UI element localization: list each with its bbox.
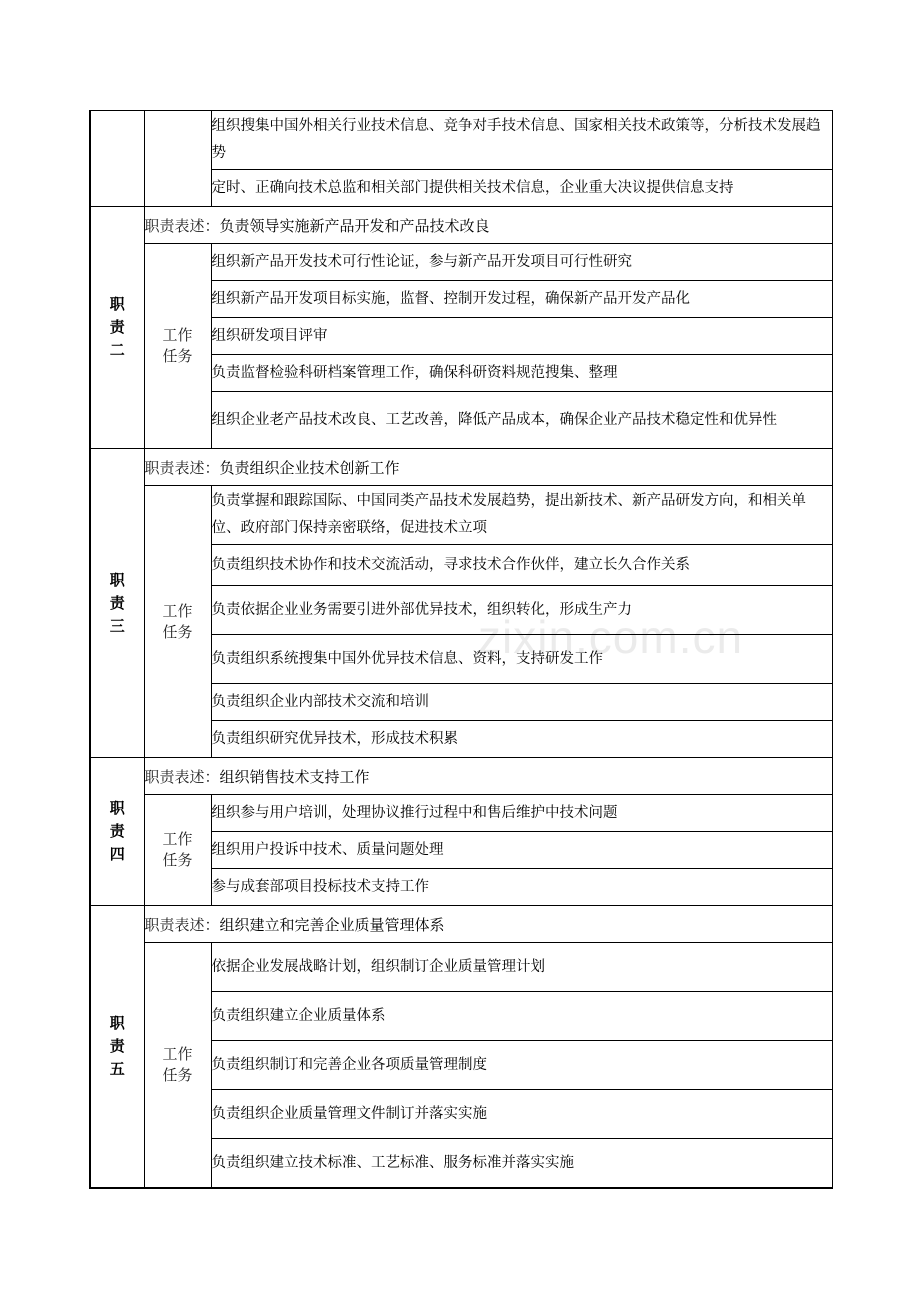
- duty-description-text: 负责领导实施新产品开发和产品技术改良: [219, 216, 490, 235]
- category-line: 任务: [162, 347, 193, 365]
- task-item: 组织参与用户培训，处理协议推行过程中和售后维护中技术问题: [211, 795, 832, 832]
- duty-title-char: 二: [109, 341, 125, 359]
- watermark: zixin.com.cn: [478, 611, 744, 663]
- table-row: [90, 449, 832, 486]
- task-item: 组织研发项目评审: [211, 318, 832, 355]
- task-item: 定时、正确向技术总监和相关部门提供相关技术信息，企业重大决议提供信息支持: [211, 170, 832, 207]
- task-item: 负责监督检验科研档案管理工作，确保科研资料规范搜集、整理: [211, 355, 832, 392]
- task-item: 负责组织建立企业质量体系: [211, 992, 832, 1041]
- table-row: [90, 795, 832, 832]
- task-item: 负责组织企业质量管理文件制订并落实实施: [211, 1090, 832, 1139]
- duty-title-char: 责: [109, 1037, 125, 1055]
- table-row: [90, 111, 832, 170]
- duty-title-5: [90, 906, 144, 1189]
- task-item: 负责组织系统搜集中国外优异技术信息、资料，支持研发工作: [211, 635, 832, 684]
- task-item: 组织搜集中国外相关行业技术信息、竞争对手技术信息、国家相关技术政策等，分析技术发展趋势: [211, 111, 832, 170]
- duty-title-char: 职: [109, 570, 125, 589]
- duty-title-2: [90, 207, 144, 449]
- work-task-label: [144, 795, 211, 906]
- task-item: 组织新产品开发技术可行性论证，参与新产品开发项目可行性研究: [211, 244, 832, 281]
- duty-description-text: 组织销售技术支持工作: [219, 767, 370, 786]
- duty-description-label: 职责表述：: [144, 458, 220, 477]
- work-task-label: [144, 943, 211, 1189]
- duty-title-char: 责: [109, 822, 125, 840]
- category-cell: [144, 111, 211, 207]
- duty-title-cell: [90, 111, 144, 207]
- duty-title-char: 职: [109, 799, 125, 817]
- table-row: [90, 486, 832, 545]
- duty-description-label: 职责表述：: [144, 216, 220, 235]
- task-item: 负责依据企业业务需要引进外部优异技术，组织转化，形成生产力: [211, 586, 832, 635]
- table-row: [90, 244, 832, 281]
- task-item: 负责掌握和跟踪国际、中国同类产品技术发展趋势，提出新技术、新产品研发方向，和相关单位、政府部门保持亲密联络，促进技术立项: [211, 486, 832, 545]
- task-item: 参与成套部项目投标技术支持工作: [211, 869, 832, 906]
- category-line: 任务: [162, 622, 193, 641]
- duty-description-label: 职责表述：: [144, 767, 220, 786]
- task-item: 依据企业发展战略计划，组织制订企业质量管理计划: [211, 943, 832, 992]
- category-line: 工作: [162, 830, 193, 848]
- duty-description-label: 职责表述：: [144, 915, 220, 934]
- duty-description-text: 负责组织企业技术创新工作: [219, 458, 400, 477]
- category-line: 工作: [162, 326, 193, 344]
- table-row: [90, 943, 832, 992]
- task-item: 负责组织企业内部技术交流和培训: [211, 684, 832, 721]
- task-item: 负责组织制订和完善企业各项质量管理制度: [211, 1041, 832, 1090]
- duty-title-4: [90, 758, 144, 906]
- duty-title-char: 三: [109, 616, 125, 635]
- task-item: 组织新产品开发项目标实施，监督、控制开发过程，确保新产品开发产品化: [211, 281, 832, 318]
- table-row: [90, 758, 832, 795]
- category-line: 任务: [162, 1066, 193, 1084]
- category-line: 任务: [162, 851, 193, 869]
- task-item: 负责组织技术协作和技术交流活动，寻求技术合作伙伴，建立长久合作关系: [211, 545, 832, 586]
- category-line: 工作: [162, 601, 193, 620]
- duty-title-char: 五: [109, 1060, 125, 1078]
- duty-table: [89, 110, 833, 1189]
- duty-description: [144, 758, 832, 795]
- duty-title-char: 职: [109, 295, 125, 313]
- duty-title-char: 责: [109, 318, 125, 336]
- duty-title-char: 职: [109, 1014, 125, 1032]
- table-row: [90, 906, 832, 943]
- task-item: 组织企业老产品技术改良、工艺改善，降低产品成本，确保企业产品技术稳定性和优异性: [211, 392, 832, 449]
- task-item: 负责组织建立技术标准、工艺标准、服务标准并落实实施: [211, 1139, 832, 1189]
- duty-description: [144, 906, 832, 943]
- table-row: [90, 207, 832, 244]
- duty-title-3: [90, 449, 144, 758]
- task-item: 负责组织研究优异技术，形成技术积累: [211, 721, 832, 758]
- work-task-label: [144, 244, 211, 449]
- duty-description-text: 组织建立和完善企业质量管理体系: [219, 915, 445, 934]
- work-task-label: [144, 486, 211, 758]
- duty-title-char: 四: [109, 845, 125, 863]
- duty-description: [144, 207, 832, 244]
- task-item: 组织用户投诉中技术、质量问题处理: [211, 832, 832, 869]
- category-line: 工作: [162, 1045, 193, 1063]
- duty-title-char: 责: [109, 593, 125, 612]
- duty-description: [144, 449, 832, 486]
